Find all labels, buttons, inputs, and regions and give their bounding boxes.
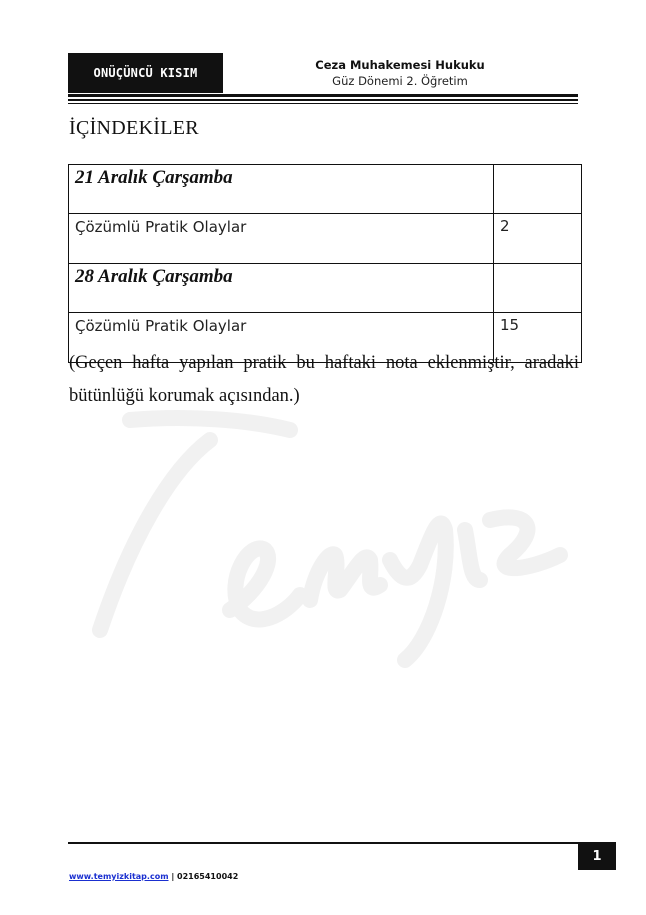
page-number: 1 <box>592 848 602 864</box>
term-subtitle: Güz Dönemi 2. Öğretim <box>332 74 468 88</box>
footer-separator: | <box>168 872 178 881</box>
section-label-box <box>68 53 223 93</box>
header-divider <box>68 103 578 104</box>
toc-date-title: 21 Aralık Çarşamba <box>69 165 494 214</box>
header-divider <box>68 94 578 97</box>
header-divider <box>68 99 578 101</box>
toc-item-title[interactable]: Çözümlü Pratik Olaylar <box>69 313 494 363</box>
toc-page-number: 15 <box>494 313 582 363</box>
phone-number: 02165410042 <box>177 872 239 881</box>
toc-page-number <box>494 264 582 313</box>
website-link[interactable]: www.temyizkitap.com <box>69 872 169 881</box>
footer-contact <box>69 872 238 881</box>
toc-page-number: 2 <box>494 214 582 264</box>
course-title: Ceza Muhakemesi Hukuku <box>315 58 485 72</box>
watermark-logo <box>60 380 620 680</box>
toc-row <box>69 264 582 313</box>
toc-item-title[interactable]: Çözümlü Pratik Olaylar <box>69 214 494 264</box>
note-paragraph: (Geçen hafta yapılan pratik bu haftaki nota eklenmiştir, aradaki bütünlüğü korumak açısından.) <box>69 353 579 406</box>
toc-page-number <box>494 165 582 214</box>
toc-heading: İÇİNDEKİLER <box>69 117 199 139</box>
toc-row <box>69 165 582 214</box>
toc-table <box>68 164 582 363</box>
section-label: ONÜÇÜNCÜ KISIM <box>93 66 198 80</box>
toc-row[interactable] <box>69 214 582 264</box>
toc-date-title: 28 Aralık Çarşamba <box>69 264 494 313</box>
page-number-box <box>578 842 616 870</box>
footer-divider <box>68 842 578 844</box>
